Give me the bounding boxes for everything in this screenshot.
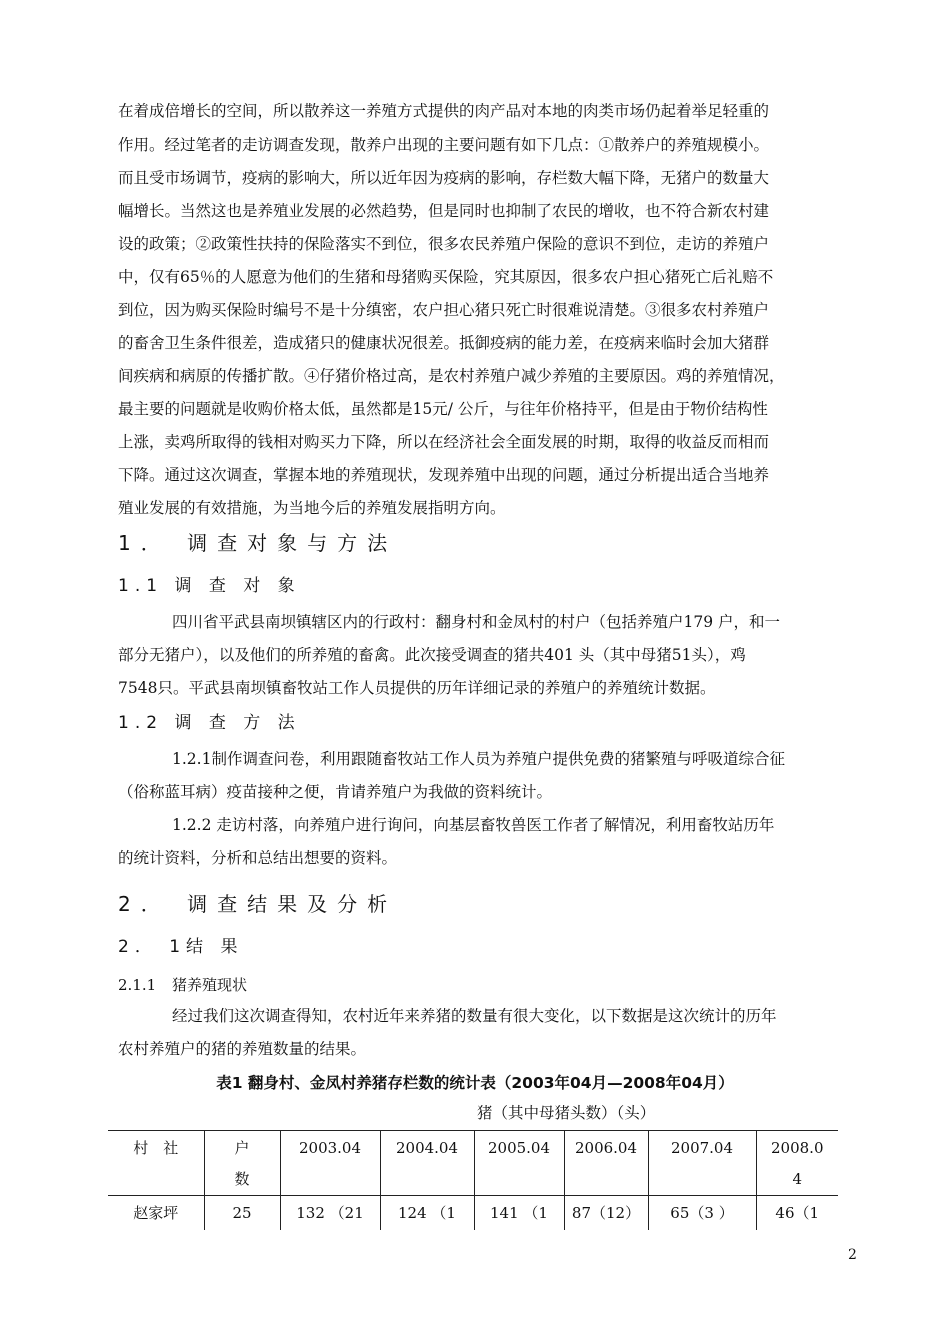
header-village: 村 社 [133,1139,179,1157]
section-heading: 1． 调查对象与方法 [118,531,398,555]
header-year: 2008.0 4 [756,1131,838,1196]
paragraph-line: 的统计资料，分析和总结出想要的资料。 [118,849,398,867]
table-header-row [108,1131,838,1196]
paragraph-line: 殖业发展的有效措施，为当地今后的养殖发展指明方向。 [118,499,506,517]
table-unit-label: 猪（其中母猪头数）（头） [477,1104,656,1122]
subsection-heading: 1.2 调 查 方 法 [118,713,301,733]
subsubsection-heading [118,974,247,995]
table-cell: 87（12） [564,1196,648,1231]
paragraph-line: （俗称蓝耳病）疫苗接种之便，肯请养殖户为我做的资料统计。 [118,783,553,801]
header-year: 2004.04 [380,1131,474,1196]
data-table [108,1130,838,1230]
paragraph-line: 中，仅有65％的人愿意为他们的生猪和母猪购买保险，究其原因，很多农户担心猪死亡后礼赔不 [118,268,774,286]
paragraph-line: 7548只。平武县南坝镇畜牧站工作人员提供的历年详细记录的养殖户的养殖统计数据。 [118,679,716,697]
paragraph-line: 的畜舍卫生条件很差，造成猪只的健康状况很差。抵御疫病的能力差，在疫病来临时会加大猪群 [118,334,770,352]
header-year: 2003.04 [280,1131,380,1196]
paragraph-line: 下降。通过这次调查，掌握本地的养殖现状，发现养殖中出现的问题，通过分析提出适合当地养 [118,466,770,484]
header-year: 2005.04 [474,1131,564,1196]
table-caption: 表1 翻身村、金凤村养猪存栏数的统计表（2003年04月—2008年04月） [216,1074,734,1092]
page-number: 2 [848,1247,857,1263]
paragraph-line: 间疾病和病原的传播扩散。④仔猪价格过高，是农村养殖户减少养殖的主要原因。鸡的养殖情况， [118,367,785,385]
paragraph-line: 在着成倍增长的空间，所以散养这一养殖方式提供的肉产品对本地的肉类市场仍起着举足轻重的 [118,102,770,120]
paragraph-line: 最主要的问题就是收购价格太低，虽然都是15元/ 公斤，与往年价格持平，但是由于物价结构性 [118,400,768,418]
subsection-heading: 1.1 调 查 对 象 [118,576,301,596]
paragraph-line: 设的政策；②政策性扶持的保险落实不到位，很多农民养殖户保险的意识不到位，走访的养殖户 [118,235,770,253]
paragraph-line: 而且受市场调节，疫病的影响大，所以近年因为疫病的影响，存栏数大幅下降，无猪户的数量大 [118,169,770,187]
table-cell: 25 [204,1196,280,1231]
subsection-heading: 2． 1结 果 [118,937,244,957]
header-year: 2006.04 [564,1131,648,1196]
paragraph-line: 到位，因为购买保险时编号不是十分缜密，农户担心猪只死亡时很难说清楚。③很多农村养殖户 [118,301,770,319]
table-row [108,1196,838,1231]
paragraph-line: 幅增长。当然这也是养殖业发展的必然趋势，但是同时也抑制了农民的增收，也不符合新农村建 [118,202,770,220]
table-cell: 141 （1 [474,1196,564,1231]
table-cell: 65（3 ） [648,1196,756,1231]
paragraph-line: 1.2.1制作调查问卷，利用跟随畜牧站工作人员为养殖户提供免费的猪繁殖与呼吸道综合征 [172,750,785,768]
table-cell: 132 （21 [280,1196,380,1231]
paragraph-line: 四川省平武县南坝镇辖区内的行政村：翻身村和金凤村的村户（包括养殖户179 户，和一 [172,613,781,631]
header-households: 户 数 [204,1131,280,1196]
subsubsection-title: 猪养殖现状 [172,976,248,994]
paragraph-line: 上涨，卖鸡所取得的钱相对购买力下降，所以在经济社会全面发展的时期，取得的收益反而相而 [118,433,770,451]
paragraph-line: 作用。经过笔者的走访调查发现，散养户出现的主要问题有如下几点：①散养户的养殖规模小。 [118,136,770,154]
table-cell: 46（1 [756,1196,838,1231]
paragraph-line: 经过我们这次调查得知，农村近年来养猪的数量有很大变化，以下数据是这次统计的历年 [172,1007,777,1025]
subsubsection-number: 2.1.1 [118,976,157,994]
header-year: 2007.04 [648,1131,756,1196]
table-cell: 124 （1 [380,1196,474,1231]
section-heading: 2． 调查结果及分析 [118,892,398,916]
paragraph-line: 农村养殖户的猪的养殖数量的结果。 [118,1040,367,1058]
table-cell: 赵家坪 [133,1204,179,1222]
paragraph-line: 1.2.2 走访村落，向养殖户进行询问，向基层畜牧兽医工作者了解情况，利用畜牧站历年 [172,816,775,834]
paragraph-line: 部分无猪户），以及他们的所养殖的畜禽。此次接受调查的猪共401 头（其中母猪51头），鸡 [118,646,746,664]
